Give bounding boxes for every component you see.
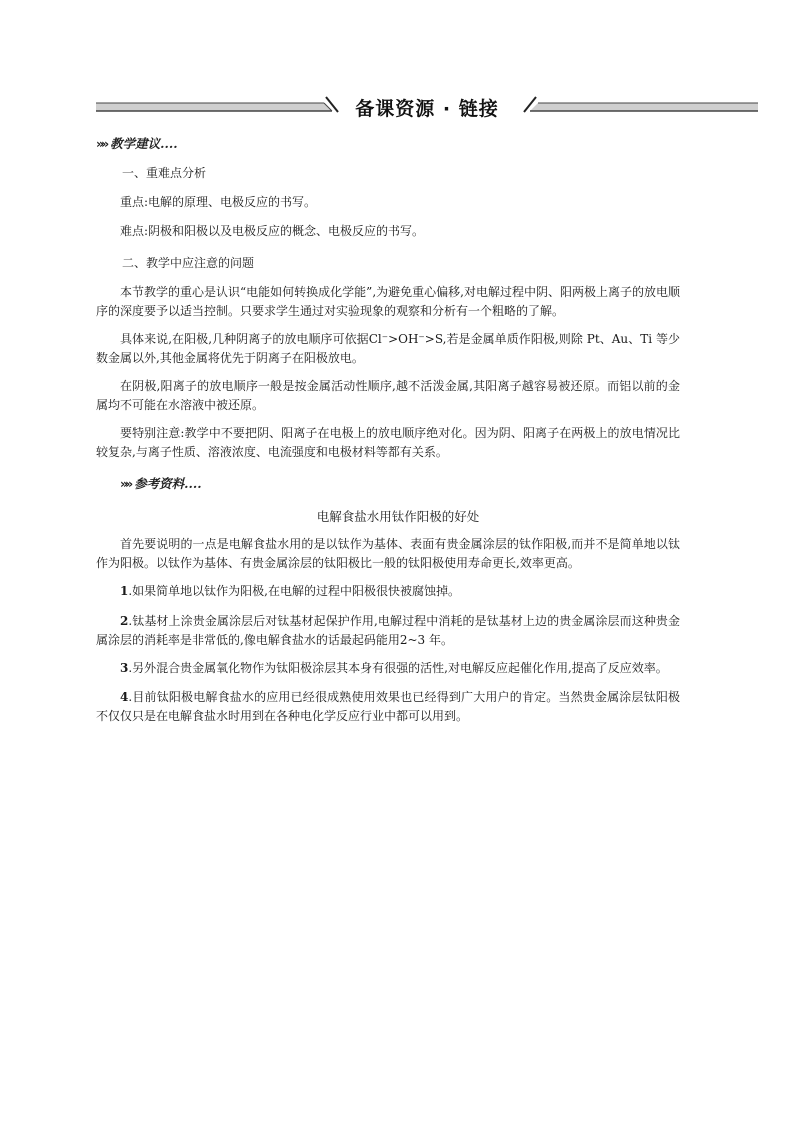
paragraph: 具体来说,在阳极,几种阴离子的放电顺序可依据Cl⁻>OH⁻>S,若是金属单质作阳极,则除 Pt、Au、Ti 等少数金属以外,其他金属将优先于阴离子在阳极放电。 — [96, 332, 680, 365]
section-banner — [96, 92, 758, 122]
list-item: 4.目前钛阳极电解食盐水的应用已经很成熟使用效果也已经得到广大用户的肯定。当然贵金属涂层钛阳极不仅仅只是在电解食盐水时用到在各种电化学反应行业中都可以用到。 — [96, 690, 680, 723]
section-marker-label: 参考资料.... — [134, 476, 202, 491]
heading-teaching-notes: 二、教学中应注意的问题 — [122, 256, 255, 270]
list-item: 1.如果简单地以钛作为阳极,在电解的过程中阳极很快被腐蚀掉。 — [120, 584, 460, 598]
difficult-points: 难点:阴极和阳极以及电极反应的概念、电极反应的书写。 — [120, 224, 425, 238]
section-marker-reference — [120, 474, 202, 492]
section-marker-teaching-advice — [96, 134, 178, 152]
banner-title: 备课资源 · 链接 — [355, 98, 499, 120]
list-item: 3.另外混合贵金属氧化物作为钛阳极涂层其本身有很强的活性,对电解反应起催化作用,提高了反应效率。 — [120, 661, 668, 675]
key-points: 重点:电解的原理、电极反应的书写。 — [120, 195, 317, 209]
paragraph: 本节教学的重心是认识“电能如何转换成化学能”,为避免重心偏移,对电解过程中阴、阳两极上离子的放电顺序的深度要予以适当控制。只要求学生通过对实验现象的观察和分析有一个粗略的了解。 — [96, 285, 680, 318]
paragraph: 要特别注意:教学中不要把阴、阳离子在电极上的放电顺序绝对化。因为阴、阳离子在两极上的放电情况比较复杂,与离子性质、溶液浓度、电流强度和电极材料等都有关系。 — [96, 426, 680, 459]
paragraph: 在阴极,阳离子的放电顺序一般是按金属活动性顺序,越不活泼金属,其阳离子越容易被还原。而铝以前的金属均不可能在水溶液中被还原。 — [96, 379, 680, 412]
double-chevron-icon: »» — [120, 476, 131, 491]
article-title: 电解食盐水用钛作阳极的好处 — [316, 509, 480, 524]
heading-key-difficult: 一、重难点分析 — [122, 166, 207, 180]
paragraph: 首先要说明的一点是电解食盐水用的是以钛作为基体、表面有贵金属涂层的钛作阳极,而并不是简单地以钛作为阳极。以钛作为基体、有贵金属涂层的钛阳极比一般的钛阳极使用寿命更长,效率更高。 — [96, 537, 680, 570]
section-marker-label: 教学建议.... — [110, 136, 178, 151]
list-item: 2.钛基材上涂贵金属涂层后对钛基材起保护作用,电解过程中消耗的是钛基材上边的贵金属涂层而这种贵金属涂层的消耗率是非常低的,像电解食盐水的话最起码能用2~3 年。 — [96, 614, 680, 647]
double-chevron-icon: »» — [96, 136, 107, 151]
